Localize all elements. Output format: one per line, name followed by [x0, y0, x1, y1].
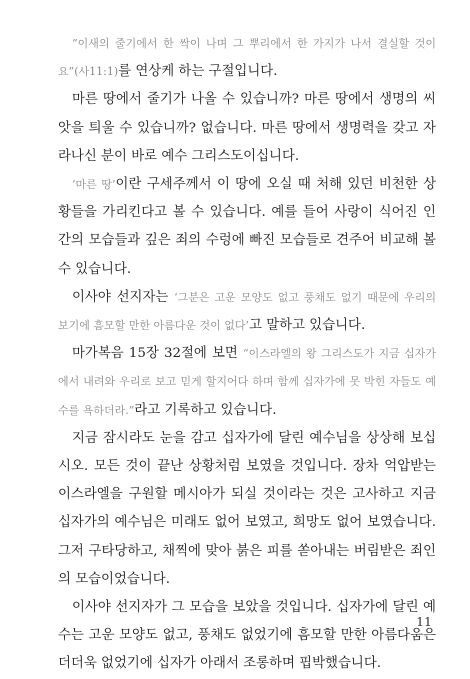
paragraph	[58, 340, 436, 425]
text-run: 고 말하고 있습니다.	[249, 318, 366, 334]
paragraph	[58, 284, 436, 340]
quoted-scripture: ‘마른 땅’	[72, 178, 116, 192]
text-run: 라고 기록하고 있습니다.	[134, 402, 277, 418]
text-run: 이란 구세주께서 이 땅에 오실 때 처해 있던 비천한 상황들을 가리킨다고 볼 수 있습니다. 예를 들어 사랑이 식어진 인간의 모습들과 깊은 죄의 수렁에 빠진 모습들로 견주어 비교해 볼 수 있습니다.	[58, 177, 437, 277]
paragraph	[58, 594, 436, 679]
quoted-scripture: “이스라엘의 왕 그리스도가 지금 십자가에서 내려와 우리로 보고 믿게 할지어다 하며 함께 십자가에 못 박힌 자들도 예수를 욕하더라.”	[58, 347, 436, 417]
quoted-scripture: “이새의 줄기에서 한 싹이 나며 그 뿌리에서 한 가지가 나서 결실할 것이요”(사11:1)	[58, 37, 436, 79]
quoted-scripture: ‘그분은 고운 모양도 없고 풍채도 없기 때문에 우리의 보기에 흠모할 만한 아름다운 것이 없다’	[58, 290, 437, 333]
text-run: 이사야 선지자가 그 모습을 보았을 것입니다. 십자가에 달린 예수는 고운 모양도 없고, 풍채도 없었기에 흠모할 만한 아름다움은 더더욱 없었기에 십자가 아래서 조롱하며 핍박했습니다.	[58, 600, 436, 672]
text-run: 이사야 선지자는	[72, 289, 175, 305]
paragraph	[58, 30, 436, 86]
paragraph	[58, 425, 436, 594]
body-text	[58, 30, 436, 679]
paragraph	[58, 171, 436, 284]
text-run: 지금 잠시라도 눈을 감고 십자가에 달린 예수님을 상상해 보십시오. 모든 것이 끝난 상황처럼 보였을 것입니다. 장차 억압받는 이스라엘을 구원할 메시아가 되실 것이라는 것은 고사하고 지금 십자가의 예수님은 미래도 없어 보였고, 희망도 없어 보였습니다. 그저 구타당하고, 채찍에 맞아 붉은 피를 쏟아내는 버림받은 죄인의 모습이었습니다.	[58, 430, 436, 587]
text-run: 마가복음 15장 32절에 보면	[72, 346, 243, 362]
paragraph	[58, 86, 436, 171]
text-run: 를 연상케 하는 구절입니다.	[118, 64, 278, 80]
text-run: 마른 땅에서 줄기가 나올 수 있습니까? 마른 땅에서 생명의 씨앗을 틔울 수 있습니까? 없습니다. 마른 땅에서 생명력을 갖고 자라나신 분이 바로 예수 그리스도이십니다.	[58, 92, 436, 164]
page-number: 11	[416, 614, 432, 629]
